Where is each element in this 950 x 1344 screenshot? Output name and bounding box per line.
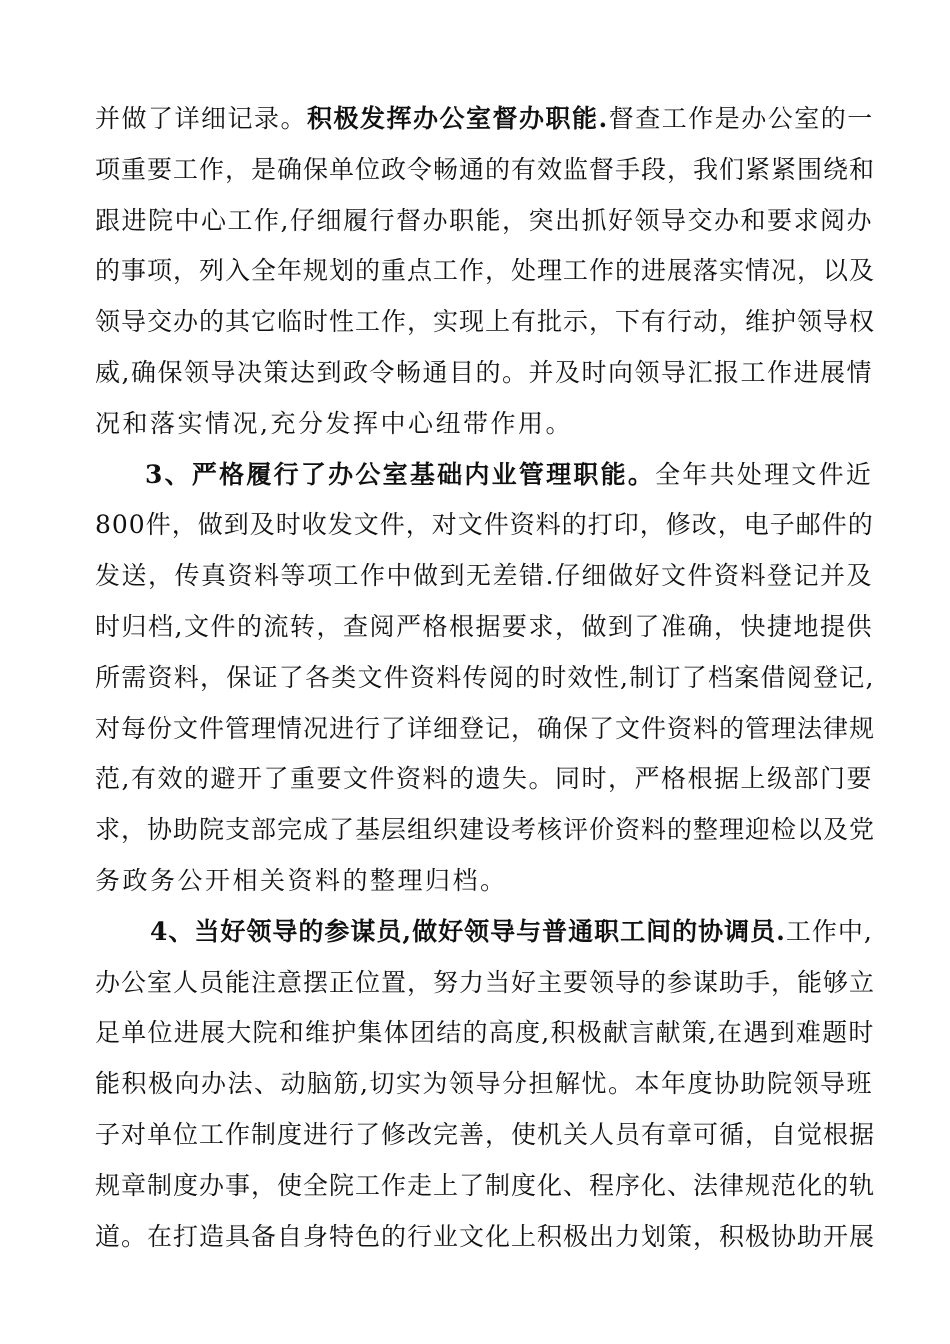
text-line: 所需资料，保证了各类文件资料传阅的时效性,制订了档案借阅登记, — [95, 662, 875, 692]
text-line: 规章制度办事，使全院工作走上了制度化、程序化、法律规范化的轨 — [95, 1170, 876, 1200]
text-line: 领导交办的其它临时性工作，实现上有批示，下有行动，维护领导权 — [95, 307, 876, 337]
text-run: 督查工作是办公室的一 — [608, 104, 874, 133]
paragraph-section-4 — [95, 907, 875, 1263]
bold-heading: 积极发挥办公室督办职能. — [307, 104, 609, 133]
text-line — [95, 94, 875, 145]
paragraph-section-3 — [95, 450, 875, 907]
text-line: 办公室人员能注意摆正位置，努力当好主要领导的参谋助手，能够立 — [95, 967, 876, 997]
text-line: 时归档,文件的流转，查阅严格根据要求，做到了准确，快捷地提供 — [95, 611, 873, 641]
text-line: 800件，做到及时收发文件，对文件资料的打印，修改，电子邮件的 — [95, 510, 874, 540]
text-line: 发送，传真资料等项工作中做到无差错.仔细做好文件资料登记并及 — [95, 561, 873, 591]
paragraph-supervision — [95, 94, 875, 450]
text-line: 的事项，列入全年规划的重点工作，处理工作的进展落实情况，以及 — [95, 256, 876, 286]
text-line: 跟进院中心工作,仔细履行督办职能，突出抓好领导交办和要求阅办 — [95, 205, 873, 235]
text-line: 能积极向办法、动脑筋,切实为领导分担解忧。本年度协助院领导班 — [95, 1069, 873, 1099]
text-line: 子对单位工作制度进行了修改完善，使机关人员有章可循，自觉根据 — [95, 1119, 876, 1149]
text-line: 威,确保领导决策达到政令畅通目的。并及时向领导汇报工作进展情 — [95, 357, 873, 387]
section-heading: 4、当好领导的参谋员,做好领导与普通职工间的协调员. — [150, 916, 786, 946]
text-line: 范,有效的避开了重要文件资料的遗失。同时，严格根据上级部门要 — [95, 764, 873, 794]
text-run: 工作中, — [785, 916, 873, 946]
text-line: 项重要工作，是确保单位政令畅通的有效监督手段，我们紧紧围绕和 — [95, 154, 876, 184]
text-line: 况和落实情况,充分发挥中心纽带作用。 — [95, 408, 573, 438]
text-line: 道。在打造具备自身特色的行业文化上积极出力划策，积极协助开展 — [95, 1221, 876, 1251]
text-line: 务政务公开相关资料的整理归档。 — [95, 865, 508, 895]
text-line: 对每份文件管理情况进行了详细登记，确保了文件资料的管理法律规 — [95, 713, 876, 743]
text-run: 全年共处理文件近 — [655, 459, 874, 489]
text-line — [95, 450, 875, 501]
section-heading: 3、严格履行了办公室基础内业管理职能。 — [145, 459, 656, 489]
body-text — [95, 94, 875, 1262]
text-line — [95, 907, 875, 958]
text-run: 并做了详细记录。 — [95, 104, 308, 133]
text-line: 足单位进展大院和维护集体团结的高度,积极献言献策,在遇到难题时 — [95, 1018, 875, 1048]
text-line: 求，协助院支部完成了基层组织建设考核评价资料的整理迎检以及党 — [95, 815, 876, 845]
